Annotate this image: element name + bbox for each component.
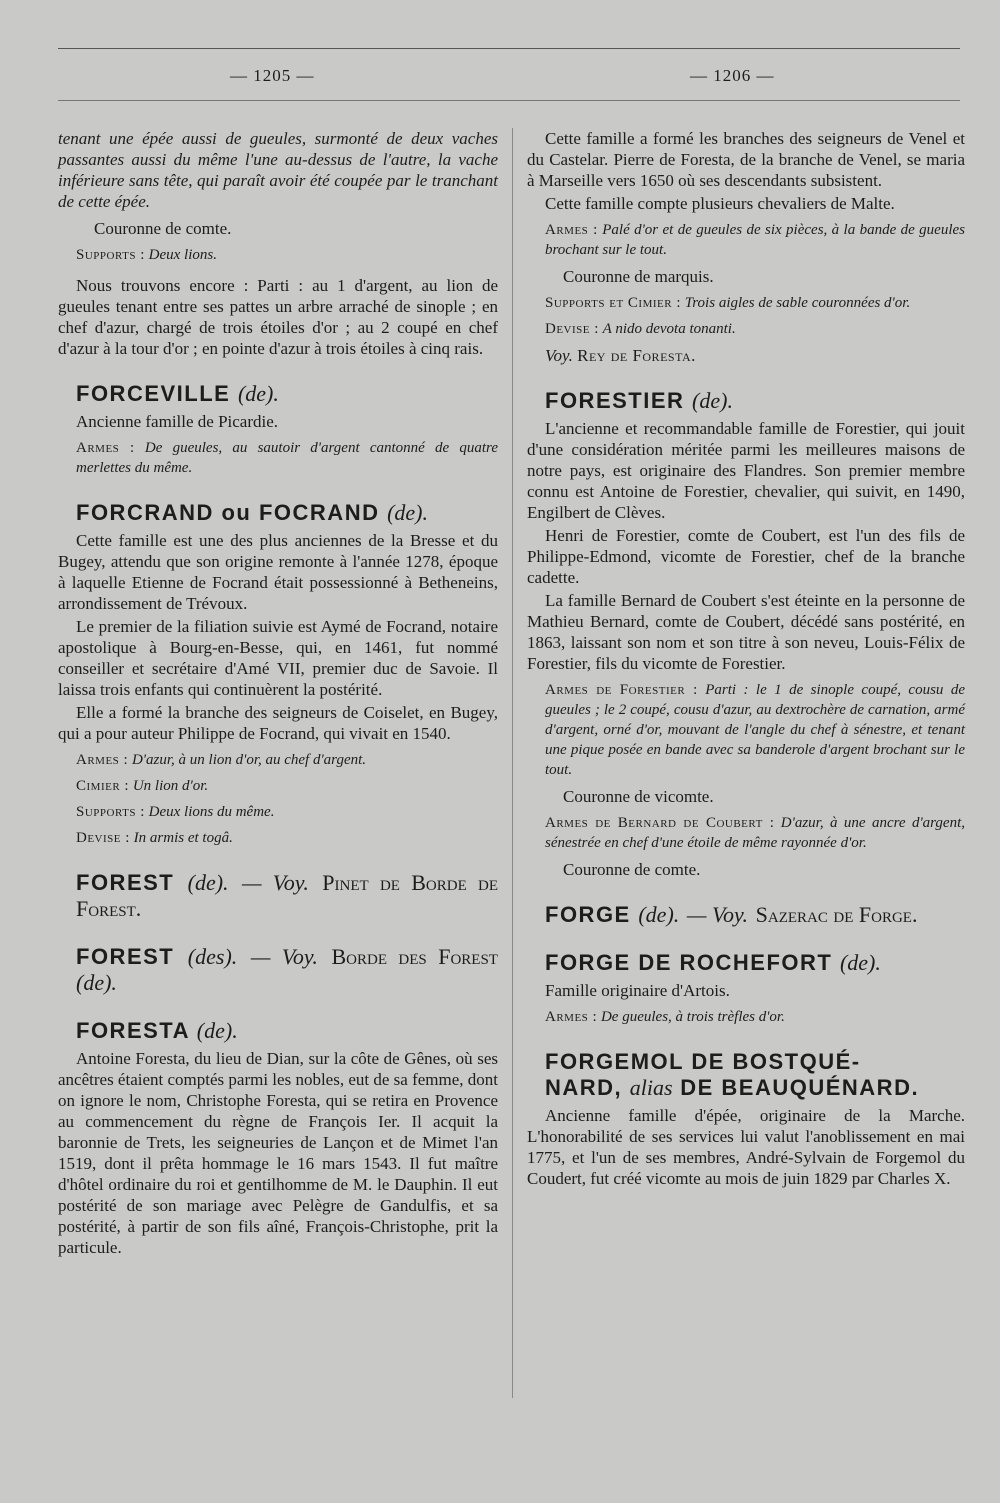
forcrand-p2: Le premier de la filiation suivie est Aymé de Focrand, notaire apostolique à Bourg-en-Besse, qui, en 1461, fut nommé conseiller et secrétaire d'Amé VII, premier duc de Savoie. Il laissa trois enfants qui continuèrent la postérité. (58, 617, 498, 699)
right-page-number: — 1206 — (690, 66, 775, 85)
entry-title-forestier: FORESTIER (de). (545, 388, 733, 413)
foresta-voy: Voy. Rey de Foresta. (545, 346, 696, 365)
entry-title-forcrand: FORCRAND ou FOCRAND (de). (76, 500, 429, 525)
header-rule (58, 100, 960, 101)
supports-line (76, 245, 498, 265)
foresta-supports: Supports et Cimier : Trois aigles de sable couronnées d'or. (545, 295, 911, 311)
forge-rochefort-text: Famille originaire d'Artois. (545, 981, 730, 1000)
entry-title-foresta: FORESTA (de). (76, 1018, 238, 1043)
entry-title-forceville: FORCEVILLE (de). (76, 381, 279, 406)
foresta-armes: Armes : Palé d'or et de gueules de six pièces, à la bande de gueules brochant sur le tout. (545, 222, 965, 258)
forcrand-devise: Devise : In armis et togâ. (76, 830, 233, 846)
supports-text: Deux lions. (148, 247, 217, 263)
entry-title-forge: FORGE (de). — Voy. Sazerac de Forge. (545, 902, 918, 927)
bernard-couronne: Couronne de comte. (563, 860, 701, 879)
forcrand-p3: Elle a formé la branche des seigneurs de Coiselet, en Bugey, qui a pour auteur Philippe de Focrand, qui vivait en 1540. (58, 703, 498, 743)
foresta-couronne: Couronne de marquis. (563, 267, 714, 286)
top-rule (58, 48, 960, 49)
forceville-armes: Armes : De gueules, au sautoir d'argent cantonné de quatre merlettes du même. (76, 440, 498, 476)
foresta-text: Antoine Foresta, du lieu de Dian, sur la côte de Gênes, où ses ancêtres étaient comptés parmi les nobles, eut de sa femme, dont on ignore le nom, Christophe Foresta, qui se retira en Provence au commencement du règne de François Ier. Il acquit la baronnie de Trets, les seigneuries de Lançon et de Mimet l'an 1519, dont il prêta hommage le 16 mars 1543. Il fut maître d'hôtel ordinaire du roi et gentilhomme de M. le Dauphin. Il eut postérité de son mariage avec Pelègre de Gandulfis, et sa postérité, à partir de son fils aîné, François-Christophe, prit la particule. (58, 1049, 498, 1257)
left-column (58, 128, 498, 1260)
left-page-number: — 1205 — (230, 66, 315, 85)
forestier-p3: La famille Bernard de Coubert s'est éteinte en la personne de Mathieu Bernard, comte de Coubert, décédé sans postérité, en 1863, laissant son nom et son titre à son neveu, Louis-Félix de Forestier, fils du vicomte de Forestier. (527, 591, 965, 673)
forcrand-supports: Supports : Deux lions du même. (76, 804, 275, 820)
forestier-couronne: Couronne de vicomte. (563, 787, 714, 806)
foresta-cont-p1: Cette famille a formé les branches des seigneurs de Venel et du Castelar. Pierre de Foresta, de la branche de Venel, se maria à Marseille vers 1650 où ses descendants subsistent. (527, 129, 965, 190)
forgemol-text: Ancienne famille d'épée, originaire de la Marche. L'honorabilité de ses services lui valut l'anoblissement en mai 1775, et l'un de ses membres, André-Sylvain de Forgemol du Coudert, fut créé vicomte au mois de juin 1829 par Charles X. (527, 1106, 965, 1188)
forcrand-armes: Armes : D'azur, à un lion d'or, au chef d'argent. (76, 752, 367, 768)
forceville-text: Ancienne famille de Picardie. (76, 412, 279, 431)
forcrand-cimier: Cimier : Un lion d'or. (76, 778, 209, 794)
right-column (527, 128, 965, 1191)
forestier-p1: L'ancienne et recommandable famille de Forestier, qui jouit d'une considération méritée parmi les meilleures maisons de notre pays, est originaire des Flandres. Son premier membre connu est Antoine de Forestier, chevalier, qui suivit, en 1490, Engilbert de Clèves. (527, 419, 965, 522)
entry-title-forge-de-rochefort: FORGE DE ROCHEFORT (de). (545, 950, 881, 975)
forestier-p2: Henri de Forestier, comte de Coubert, est l'un des fils de Philippe-Edmond, vicomte de Forestier, chef de la branche cadette. (527, 526, 965, 587)
entry-title-forest-des: FOREST (des). — Voy. Borde des Forest (de). (76, 944, 498, 995)
forcrand-p1: Cette famille est une des plus anciennes de la Bresse et du Bugey, attendu que son origine remonte à l'année 1278, époque à laquelle Etienne de Focrand était possessionné à Betheneins, arrondissement de Trévoux. (58, 531, 498, 613)
encore-paragraph: Nous trouvons encore : Parti : au 1 d'argent, au lion de gueules tenant entre ses pattes un arbre arraché de sinople ; en chef d'azur, chargé de trois étoiles d'or ; au 2 coupé en chef d'azur à la tour d'or ; en pointe d'azur à trois étoiles à cinq rais. (58, 276, 498, 358)
column-divider (512, 128, 513, 1398)
forge-rochefort-armes: Armes : De gueules, à trois trèfles d'or. (545, 1009, 785, 1025)
entry-title-forgemol: FORGEMOL DE BOSTQUÉ- NARD, alias DE BEAUQUÉNARD. (545, 1049, 920, 1100)
link-rey-de-foresta: Rey de Foresta. (577, 346, 696, 365)
foresta-cont-p2: Cette famille compte plusieurs chevaliers de Malte. (545, 194, 895, 213)
foresta-devise: Devise : A nido devota tonanti. (545, 321, 736, 337)
couronne-line: Couronne de comte. (94, 219, 232, 238)
intro-blazon: tenant une épée aussi de gueules, surmonté de deux vaches passantes aussi du même l'une au-dessus de l'autre, la vache inférieure sans tête, qui paraît avoir été coupée par le tranchant de cette épée. (58, 129, 498, 211)
supports-label: Supports : (76, 247, 145, 263)
entry-title-forest-de: FOREST (de). — Voy. Pinet de Borde de Forest. (76, 870, 499, 921)
forestier-armes: Armes de Forestier : Parti : le 1 de sinople coupé, cousu de gueules ; le 2 coupé, cousu d'azur, au dextrochère de carnation, armé d'argent, orné d'or, mouvant de l'angle du chef à sénestre, et tenant une pique posée en bande avec sa banderole d'argent brochant sur le tout. (545, 682, 965, 778)
bernard-armes: Armes de Bernard de Coubert : D'azur, à une ancre d'argent, sénestrée en chef d'une étoile de même rayonnée d'or. (545, 815, 966, 851)
